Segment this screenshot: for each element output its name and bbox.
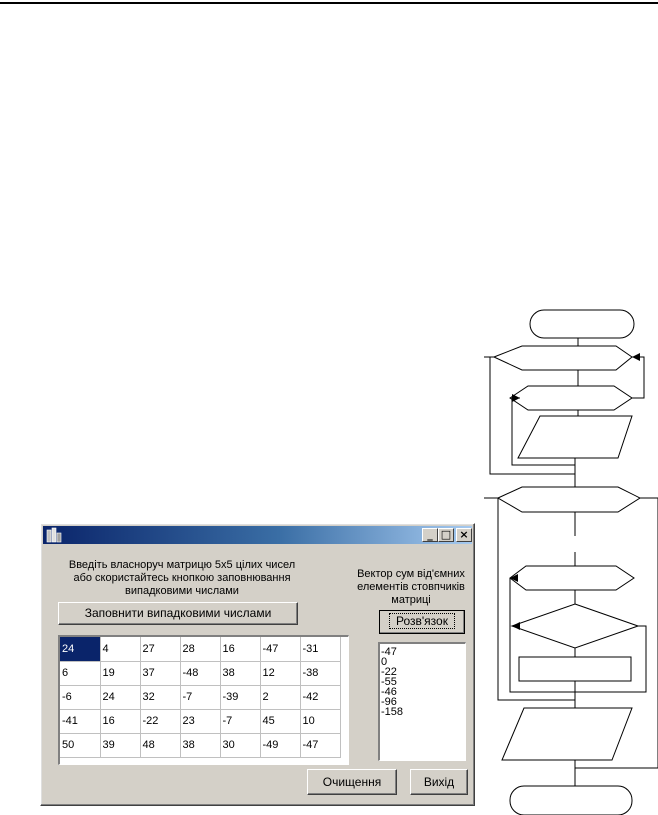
flow-outer-loop-hexagon [494, 346, 632, 370]
matrix-cell[interactable]: 50 [60, 733, 100, 757]
matrix-cell[interactable]: 45 [260, 709, 300, 733]
flow-condition-rhombus [512, 604, 638, 648]
title-bar[interactable] [43, 526, 472, 544]
result-list-item[interactable]: -96 [381, 696, 397, 708]
result-list-item[interactable]: -158 [381, 706, 404, 718]
maximize-button[interactable]: □ [438, 528, 454, 542]
matrix-cell[interactable]: -22 [140, 709, 180, 733]
exit-button[interactable]: Вихід [410, 769, 468, 795]
flow-arrow-2 [512, 394, 520, 402]
matrix-app-window [40, 523, 475, 806]
result-list-item[interactable]: -46 [381, 686, 397, 698]
matrix-cell[interactable]: 4 [100, 637, 140, 661]
matrix-cell[interactable]: 19 [100, 661, 140, 685]
minimize-button[interactable]: _ [422, 528, 438, 542]
flow-column-loop-hexagon [498, 487, 640, 512]
clear-button[interactable]: Очищення [307, 769, 397, 795]
matrix-cell[interactable]: 37 [140, 661, 180, 685]
app-icon [46, 527, 62, 543]
matrix-row [60, 733, 340, 757]
matrix-cell[interactable]: 24 [100, 685, 140, 709]
flow-output-parallelogram [502, 708, 632, 760]
matrix-row [60, 661, 340, 685]
matrix-table [60, 637, 341, 758]
flow-row-loop-hexagon [510, 566, 634, 590]
flow-arrow-1 [632, 353, 640, 361]
matrix-row [60, 685, 340, 709]
matrix-cell[interactable]: 2 [260, 685, 300, 709]
fill-random-button[interactable]: Заповнити випадковими числами [58, 602, 298, 625]
matrix-cell[interactable]: -42 [300, 685, 340, 709]
flow-arrow-4 [512, 622, 520, 630]
matrix-cell[interactable]: 32 [140, 685, 180, 709]
result-list-item[interactable]: -47 [381, 646, 397, 658]
matrix-cell[interactable]: -49 [260, 733, 300, 757]
matrix-cell[interactable]: -7 [220, 709, 260, 733]
matrix-cell[interactable]: -7 [180, 685, 220, 709]
matrix-cell[interactable]: 23 [180, 709, 220, 733]
close-button[interactable]: × [456, 528, 472, 542]
vector-caption-label: Вектор сум від'ємних елементів стовпчиків матриці [357, 568, 465, 606]
solve-button[interactable] [379, 610, 465, 634]
matrix-cell[interactable]: 12 [260, 661, 300, 685]
matrix-cell[interactable]: -47 [260, 637, 300, 661]
flow-end-terminator [510, 786, 632, 815]
result-list-item[interactable]: -22 [381, 666, 397, 678]
instruction-label: Введіть власноруч матрицю 5х5 цілих чисел або скористайтесь кнопкою заповнювання випадковими числами [68, 559, 296, 597]
matrix-cell[interactable]: 27 [140, 637, 180, 661]
matrix-cell[interactable]: 16 [100, 709, 140, 733]
matrix-row [60, 637, 340, 661]
matrix-cell[interactable]: 16 [220, 637, 260, 661]
matrix-cell[interactable]: -6 [60, 685, 100, 709]
matrix-cell[interactable]: -41 [60, 709, 100, 733]
result-list-item[interactable]: 0 [381, 656, 388, 668]
solve-button-label: Розв'язок [389, 613, 455, 629]
matrix-cell[interactable]: -38 [300, 661, 340, 685]
matrix-grid[interactable] [58, 635, 349, 765]
flow-input-parallelogram [518, 416, 632, 458]
matrix-row [60, 709, 340, 733]
matrix-cell[interactable]: 6 [60, 661, 100, 685]
matrix-cell[interactable]: -47 [300, 733, 340, 757]
matrix-cell[interactable]: 24 [60, 637, 100, 661]
matrix-cell[interactable]: 28 [180, 637, 220, 661]
flow-start-terminator [530, 310, 634, 338]
matrix-cell[interactable]: 10 [300, 709, 340, 733]
result-list-item[interactable]: -55 [381, 676, 397, 688]
matrix-cell[interactable]: -31 [300, 637, 340, 661]
result-listbox[interactable] [378, 642, 466, 761]
matrix-cell[interactable]: -39 [220, 685, 260, 709]
matrix-cell[interactable]: 48 [140, 733, 180, 757]
matrix-cell[interactable]: 38 [180, 733, 220, 757]
flow-sum-process [519, 657, 631, 681]
matrix-cell[interactable]: 38 [220, 661, 260, 685]
flow-inner-loop-hexagon [510, 386, 632, 410]
matrix-cell[interactable]: -48 [180, 661, 220, 685]
matrix-cell[interactable]: 30 [220, 733, 260, 757]
matrix-cell[interactable]: 39 [100, 733, 140, 757]
